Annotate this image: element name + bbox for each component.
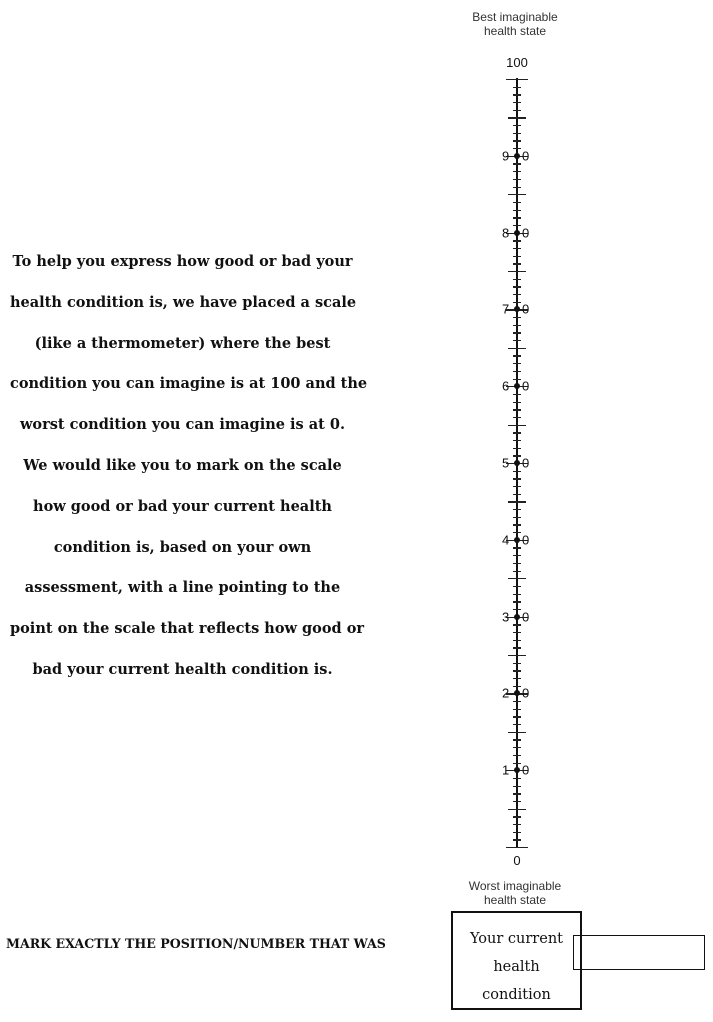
scale-tick	[513, 133, 521, 134]
major-tick-dot	[514, 537, 520, 543]
best-health-label	[445, 10, 585, 38]
scale-tick	[513, 486, 521, 487]
major-tick-label: 0	[522, 609, 530, 625]
major-tick-label: 2	[502, 685, 510, 701]
instruction-line: worst condition you can imagine is at 0.	[19, 416, 346, 434]
major-tick-label: 0	[522, 762, 530, 778]
scale-tick	[513, 763, 521, 764]
scale-tick	[513, 724, 521, 725]
scale-tick	[513, 471, 521, 472]
scale-tick	[513, 824, 521, 825]
scale-tick	[513, 94, 521, 95]
scale-tick	[513, 140, 521, 141]
major-tick-label: 9	[502, 148, 510, 164]
major-tick-dot	[514, 153, 520, 159]
scale-tick	[513, 601, 521, 602]
scale-tick	[508, 425, 526, 426]
major-tick-dot	[514, 690, 520, 696]
major-tick-dot	[514, 460, 520, 466]
scale-tick	[513, 832, 521, 833]
scale-tick	[513, 379, 521, 380]
scale-tick	[513, 524, 521, 525]
scale-tick	[513, 563, 521, 564]
scale-tick	[513, 647, 521, 648]
scale-tick	[513, 663, 521, 664]
scale-max-label: 100	[506, 55, 528, 70]
major-tick-label: 0	[522, 225, 530, 241]
current-health-box	[451, 911, 582, 1010]
major-tick-dot	[514, 767, 520, 773]
instruction-line: assessment, with a line pointing to the	[24, 579, 341, 597]
major-tick-label: 0	[522, 685, 530, 701]
scale-tick	[513, 110, 521, 111]
scale-tick	[513, 494, 521, 495]
scale-tick	[513, 509, 521, 510]
major-tick-dot	[514, 306, 520, 312]
instruction-line: bad your current health condition is.	[32, 660, 333, 678]
instruction-line: condition is, based on your own	[53, 538, 312, 556]
scale-tick	[513, 455, 521, 456]
major-tick-dot	[514, 614, 520, 620]
instruction-line: condition you can imagine is at 100 and the	[10, 375, 368, 393]
box-line1: Your current	[470, 931, 563, 947]
scale-tick	[513, 571, 521, 572]
scale-tick	[513, 555, 521, 556]
major-tick-label: 5	[502, 455, 510, 471]
instruction-line: point on the scale that reflects how good or	[10, 620, 365, 638]
instruction-line: We would like you to mark on the scale	[23, 456, 342, 474]
scale-tick	[513, 87, 521, 88]
major-tick-label: 7	[502, 301, 510, 317]
mark-instruction: MARK EXACTLY THE POSITION/NUMBER THAT WAS	[6, 936, 386, 951]
scale-tick	[513, 279, 521, 280]
scale-tick	[513, 102, 521, 103]
scale-tick	[513, 670, 521, 671]
scale-tick	[513, 640, 521, 641]
scale-tick	[508, 194, 526, 195]
scale-tick	[513, 179, 521, 180]
major-tick-label: 0	[522, 532, 530, 548]
scale-tick	[513, 624, 521, 625]
scale-tick	[513, 678, 521, 679]
instruction-line: (like a thermometer) where the best	[34, 334, 331, 352]
scale-tick	[513, 286, 521, 287]
scale-tick	[508, 501, 526, 502]
scale-tick	[513, 355, 521, 356]
worst-health-label	[445, 879, 585, 907]
scale-tick	[508, 809, 526, 810]
scale-tick	[513, 340, 521, 341]
scale-tick	[513, 187, 521, 188]
major-tick-dot	[514, 383, 520, 389]
scale-tick	[513, 248, 521, 249]
answer-input-box[interactable]	[573, 935, 705, 970]
scale-tick	[513, 317, 521, 318]
major-tick-label: 1	[502, 762, 510, 778]
scale-tick	[513, 432, 521, 433]
worst-label-line1: Worst imaginable	[468, 879, 562, 893]
scale-tick	[513, 302, 521, 303]
scale-tick	[513, 210, 521, 211]
scale-tick	[513, 163, 521, 164]
scale-tick	[513, 332, 521, 333]
scale-tick	[513, 747, 521, 748]
major-tick-label: 0	[522, 378, 530, 394]
scale-tick	[513, 202, 521, 203]
scale-tick	[513, 394, 521, 395]
scale-tick	[513, 294, 521, 295]
scale-tick	[513, 709, 521, 710]
instruction-line: To help you express how good or bad your	[12, 253, 353, 270]
scale-tick	[513, 793, 521, 794]
scale-tick	[508, 655, 526, 656]
instructions-text	[10, 242, 368, 691]
scale-tick	[506, 847, 528, 848]
scale-tick	[513, 478, 521, 479]
scale-tick	[513, 632, 521, 633]
scale-tick	[513, 148, 521, 149]
scale-tick	[513, 325, 521, 326]
best-label-line1: Best imaginable	[472, 10, 558, 24]
scale-tick	[506, 79, 528, 80]
instruction-line: health condition is, we have placed a scale	[10, 293, 357, 311]
best-label-line2: health state	[483, 24, 547, 38]
scale-tick	[513, 609, 521, 610]
scale-tick	[508, 117, 526, 118]
scale-tick	[513, 440, 521, 441]
scale-tick	[513, 409, 521, 410]
scale-tick	[513, 371, 521, 372]
worst-label-line2: health state	[483, 893, 547, 907]
scale-tick	[513, 739, 521, 740]
scale-tick	[513, 448, 521, 449]
major-tick-label: 4	[502, 532, 510, 548]
scale-tick	[513, 125, 521, 126]
scale-tick	[513, 256, 521, 257]
major-tick-label: 0	[522, 301, 530, 317]
scale-tick	[513, 517, 521, 518]
major-tick-label: 0	[522, 148, 530, 164]
scale-tick	[513, 547, 521, 548]
scale-tick	[513, 701, 521, 702]
box-line2: health	[493, 959, 540, 975]
scale-tick	[513, 402, 521, 403]
scale-tick	[513, 171, 521, 172]
major-tick-label: 8	[502, 225, 510, 241]
major-tick-label: 0	[522, 455, 530, 471]
box-line3: condition	[482, 987, 551, 1003]
scale-tick	[513, 586, 521, 587]
major-tick-label: 3	[502, 609, 510, 625]
scale-tick	[513, 225, 521, 226]
scale-tick	[513, 532, 521, 533]
scale-tick	[513, 778, 521, 779]
scale-min-label: 0	[513, 853, 521, 868]
scale-tick	[508, 348, 526, 349]
instruction-line: how good or bad your current health	[33, 497, 332, 515]
scale-tick	[513, 217, 521, 218]
scale-tick	[513, 263, 521, 264]
scale-tick	[513, 594, 521, 595]
scale-tick	[513, 801, 521, 802]
scale-tick	[513, 839, 521, 840]
scale-tick	[513, 755, 521, 756]
scale-tick	[513, 363, 521, 364]
scale-tick	[513, 240, 521, 241]
scale-tick	[513, 716, 521, 717]
scale-tick	[513, 816, 521, 817]
major-tick-label: 6	[502, 378, 510, 394]
scale-tick	[513, 786, 521, 787]
major-tick-dot	[514, 230, 520, 236]
scale-tick	[513, 417, 521, 418]
scale-tick	[513, 686, 521, 687]
scale-tick	[508, 578, 526, 579]
scale-tick	[508, 732, 526, 733]
scale-tick	[508, 271, 526, 272]
